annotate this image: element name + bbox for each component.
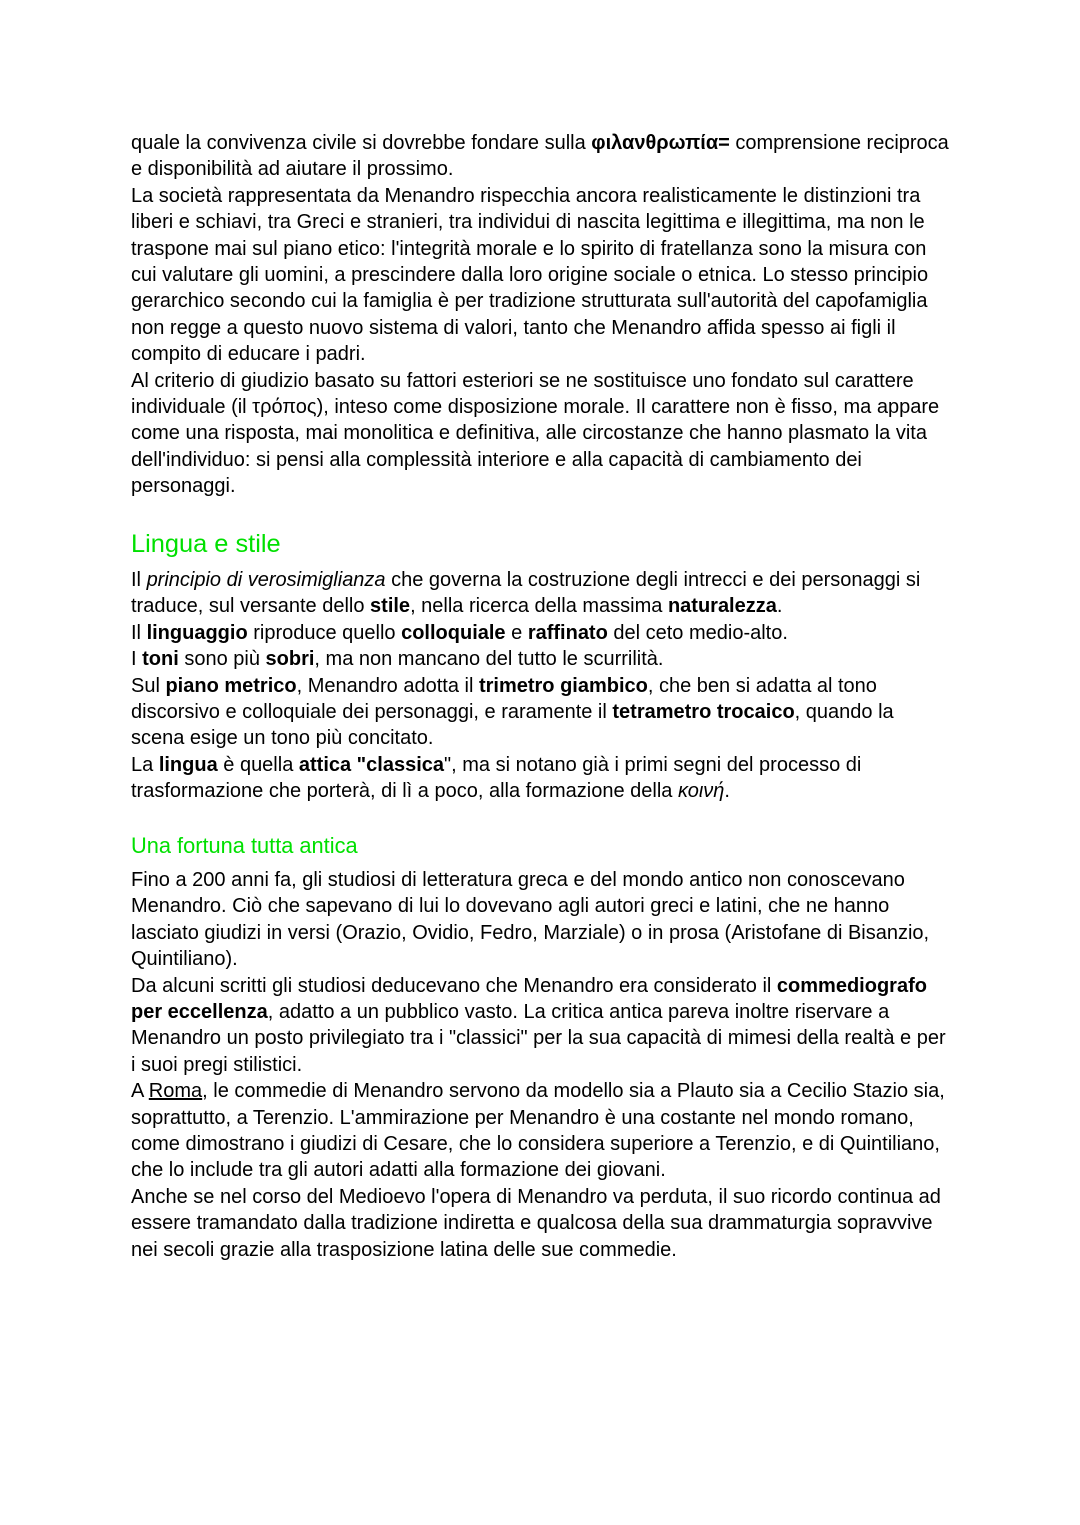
bold-text: stile (370, 595, 411, 618)
text-run: riproduce quello (247, 621, 402, 644)
paragraph (131, 368, 950, 500)
text-run: , quando la scena esige un tono più concitato. (131, 701, 894, 750)
bold-text: linguaggio (146, 621, 248, 644)
paragraph (131, 752, 950, 805)
section-heading-una-fortuna-tutta-antica: Una fortuna tutta antica (131, 833, 358, 858)
text-run: , Menandro adotta il (296, 674, 479, 697)
text-run: Fino a 200 anni fa, gli studiosi di letteratura greca e del mondo antico non conoscevano Menandro. Ciò che sapevano di lui lo dovevano agli autori greci e latini, che ne hanno lasciato giudizi in versi (Orazio, Ovidio, Fedro, Marziale) o in prosa (Aristofane di Bisanzio, Quintiliano). (131, 869, 930, 971)
bold-text: trimetro giambico (478, 674, 648, 697)
bold-text: raffinato (527, 621, 608, 644)
text-run: , che ben si adatta al tono discorsivo e colloquiale dei personaggi, e raramente il (131, 674, 877, 724)
una-fortuna-text-block (131, 867, 950, 1263)
bold-text: attica "classica (298, 753, 445, 776)
text-run: comprensione reciproca e disponibilità ad aiutare il prossimo. (131, 132, 949, 181)
lingua-e-stile-text-block (131, 567, 950, 805)
paragraph (131, 867, 950, 973)
bold-text: piano metrico (165, 674, 297, 697)
text-run: Il (131, 621, 147, 644)
paragraph (131, 973, 950, 1079)
bold-text: lingua (158, 753, 218, 776)
text-run: sono più (178, 648, 266, 671)
text-run: che governa la costruzione degli intrecci e dei personaggi si traduce, sul versante dello (131, 569, 921, 618)
paragraph (131, 620, 950, 646)
paragraph (131, 673, 950, 752)
text-run: Da alcuni scritti gli studiosi deducevano che Menandro era considerato il (131, 974, 777, 997)
text-run: , nella ricerca della massima (410, 595, 668, 618)
text-run: A (131, 1080, 149, 1103)
text-run: è quella (217, 753, 299, 776)
text-run: La (131, 753, 159, 776)
paragraph (131, 567, 950, 620)
bold-text: colloquiale (401, 621, 506, 644)
paragraph (131, 1184, 950, 1263)
bold-text: toni (142, 648, 179, 671)
text-run: ", ma si notano già i primi segni del processo di trasformazione che porterà, di lì a poco, alla formazione della (131, 753, 862, 803)
paragraph (131, 646, 950, 672)
italic-text: κοινή (677, 780, 725, 803)
bold-text: φιλανθρωπία= (591, 132, 730, 154)
text-run: , le commedie di Menandro servono da modello sia a Plauto sia a Cecilio Stazio sia, soprattutto, a Terenzio. L'ammirazione per Menandro è una costante nel mondo romano, come dimostrano i giudizi di Cesare, che lo considera superiore a Terenzio, e di Quintiliano, che lo include tra gli autori adatti alla formazione dei giovani. (131, 1080, 945, 1182)
section-heading-lingua-e-stile: Lingua e stile (131, 530, 281, 558)
bold-text: commediografo per eccellenza (131, 974, 927, 1024)
italic-text: principio di verosimiglianza (146, 569, 386, 591)
text-run: , adatto a un pubblico vasto. La critica antica pareva inoltre riservare a Menandro un posto privilegiato tra i "classici" per la sua capacità di mimesi della realtà e per i suoi pregi stilistici. (131, 1001, 946, 1076)
text-run: Il (131, 569, 147, 591)
underlined-text: Roma (148, 1080, 203, 1103)
text-run: . (724, 780, 730, 803)
text-run: quale la convivenza civile si dovrebbe fondare sulla (131, 132, 592, 154)
paragraph (131, 130, 950, 183)
bold-text: naturalezza (667, 595, 777, 618)
text-run: Al criterio di giudizio basato su fattori esteriori se ne sostituisce uno fondato sul carattere individuale (il τρόπος), inteso come disposizione morale. Il carattere non è fisso, ma appare come una risposta, mai monolitica e definitiva, alle circostanze che hanno plasmato la vita dell'individuo: si pensi alla complessità interiore e alla capacità di cambiamento dei personaggi. (131, 369, 940, 498)
text-run: e (505, 621, 528, 644)
bold-text: tetrametro trocaico (612, 701, 795, 724)
bold-text: sobri (265, 648, 315, 671)
text-run: del ceto medio-alto. (607, 621, 788, 644)
text-run: , ma non mancano del tutto le scurrilità. (314, 648, 664, 671)
paragraph (131, 183, 950, 368)
text-run: Sul (131, 674, 166, 697)
text-run: Anche se nel corso del Medioevo l'opera di Menandro va perduta, il suo ricordo continua ad essere tramandato dalla tradizione indiretta e qualcosa della sua drammaturgia sopravvive nei secoli grazie alla trasposizione latina delle sue commedie. (131, 1185, 941, 1261)
text-run: La società rappresentata da Menandro rispecchia ancora realisticamente le distinzioni tra liberi e schiavi, tra Greci e stranieri, tra individui di nascita legittima e illegittima, ma non le traspone mai sul piano etico: l'integrità morale e lo spirito di fratellanza sono la misura con cui valutare gli uomini, a prescindere dalla loro origine sociale o etnica. Lo stesso principio gerarchico secondo cui la famiglia è per tradizione strutturata sull'autorità del capofamiglia non regge a questo nuovo sistema di valori, tanto che Menandro affida spesso ai figli il compito di educare i padri. (131, 184, 929, 366)
paragraph (131, 1078, 950, 1184)
intro-text-block (131, 130, 950, 500)
text-run: . (776, 595, 783, 618)
text-run: I (131, 648, 143, 671)
